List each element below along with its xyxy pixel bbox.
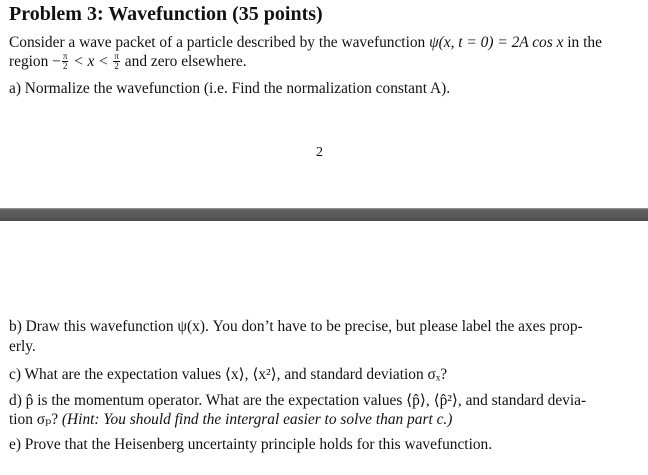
part-d-hint: (Hint: You should find the intergral easier to solve than part c.) [61,411,453,428]
part-a-text: a) Normalize the wavefunction (i.e. Find the normalization constant A). [9,80,451,97]
part-e-text: e) Prove that the Heisenberg uncertainty principle holds for this wavefunction. [9,436,493,453]
page-number: 2 [316,145,323,160]
intro-text-before: Consider a wave packet of a particle described by the wavefunction [9,34,430,51]
problem-title: Problem 3: Wavefunction (35 points) [9,3,323,25]
wavefunction-expression: ψ(x, t = 0) = 2A cos x [429,34,564,51]
intro-line-2 [9,53,247,72]
document-page-2 [0,221,648,475]
part-c-text: c) What are the expectation values ⟨x⟩, ⟨x²⟩, and standard deviation σₓ? [9,366,448,383]
part-d-line-2-prefix: tion σₚ? [9,411,62,428]
pi-over-two-fraction: $\frac{\pi}{2}$ [62,51,68,71]
part-d-line-1: d) p̂ is the momentum operator. What are the expectation values ⟨p̂⟩, ⟨p̂²⟩, and standard devia- [9,392,587,409]
pi-over-two-fraction-2: $\frac{\pi}{2}$ [114,51,119,71]
region-suffix: and zero elsewhere. [120,53,247,71]
document-page-1 [0,0,648,208]
part-b-line-2: erly. [9,338,36,355]
intro-text-after: in the [563,34,602,51]
region-middle: < x < [69,53,113,71]
part-d-line-2 [9,410,452,429]
region-prefix: region − [9,53,61,71]
intro-line-1 [9,34,602,52]
page-separator [0,208,648,221]
part-b-line-1: b) Draw this wavefunction ψ(x). You don’t have to be precise, but please label the axes prop- [9,318,583,335]
